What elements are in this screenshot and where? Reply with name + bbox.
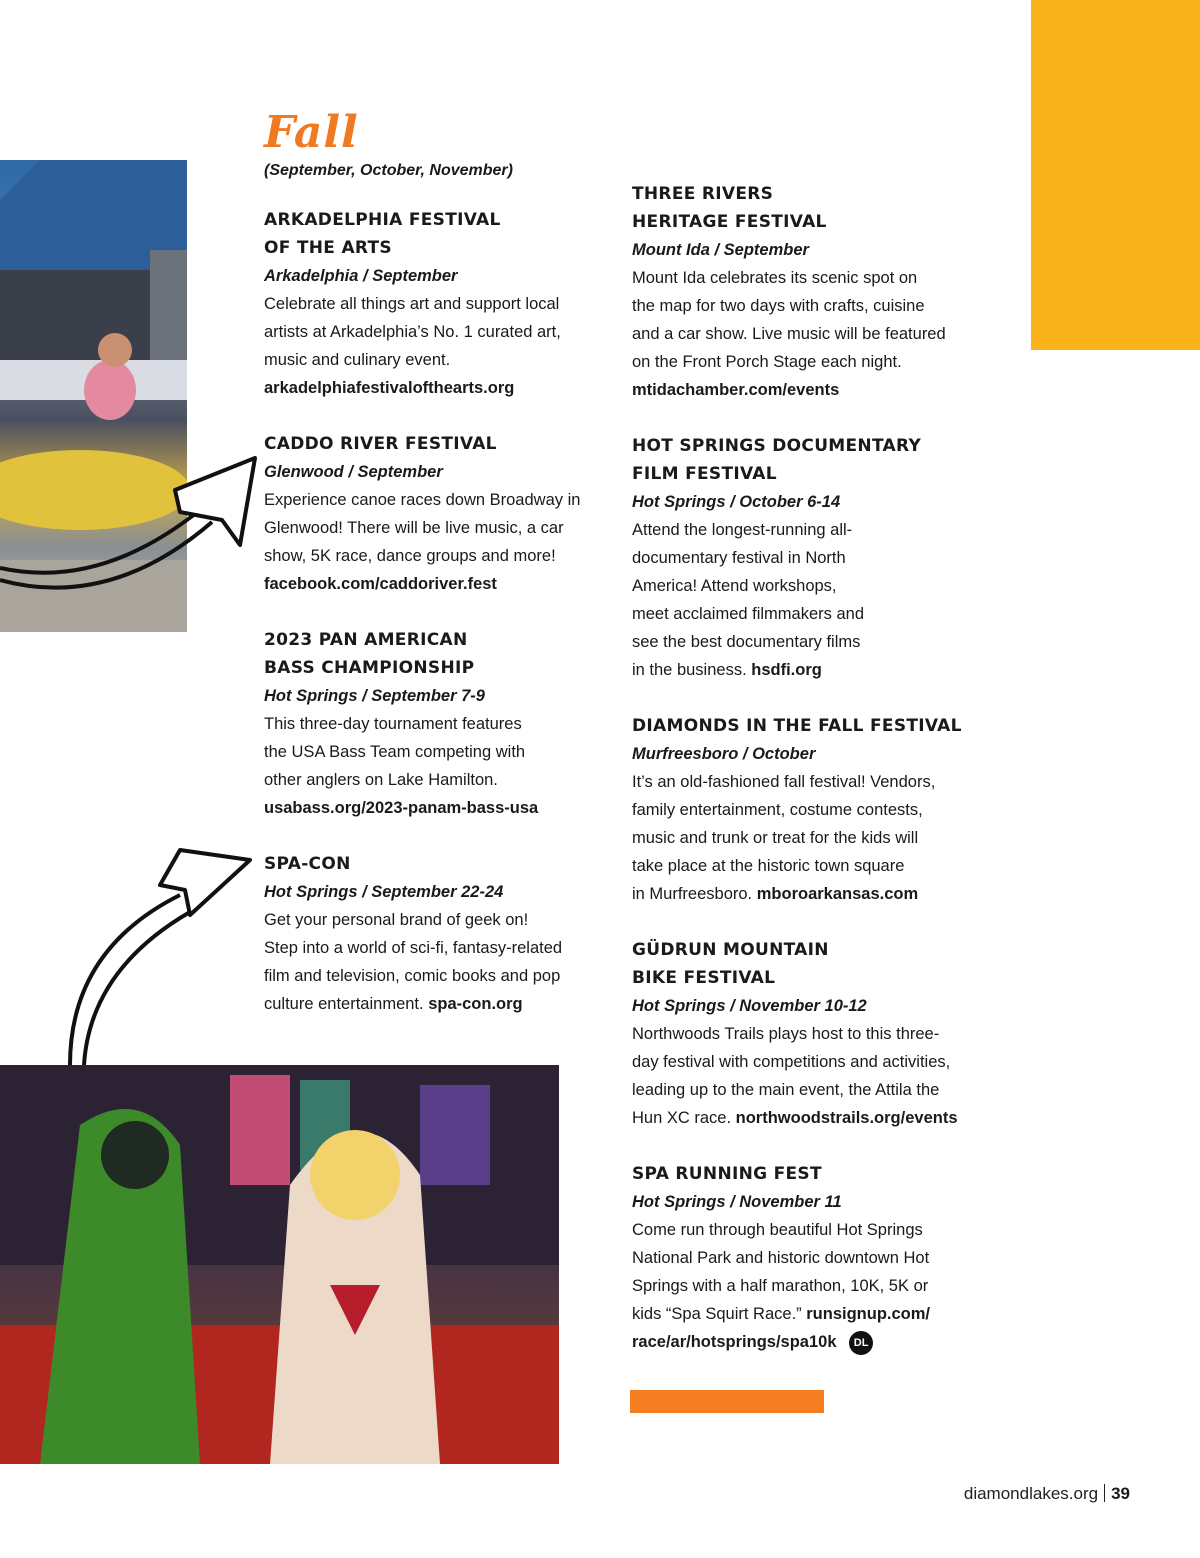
event-description: Come run through beautiful Hot Springs National Park and historic downtown Hot Springs with a half marathon, 10K, 5K or kids “Spa Squirt Race.” runsignup.com/ race/ar/hotsprings/spa10k DL — [632, 1216, 982, 1356]
event-link[interactable]: mboroarkansas.com — [756, 885, 919, 903]
event-link[interactable]: usabass.org/2023-panam-bass-usa — [264, 799, 539, 817]
curved-arrow-icon — [0, 450, 270, 630]
event-link[interactable]: runsignup.com/ — [806, 1305, 930, 1323]
event-link[interactable]: mtidachamber.com/events — [632, 381, 840, 399]
left-column — [264, 108, 609, 1046]
event-location-date: Hot Springs / September 22-24 — [264, 883, 504, 901]
right-column — [632, 180, 982, 1384]
section-title: Fall — [264, 107, 359, 158]
event-title: GÜDRUN MOUNTAIN BIKE FESTIVAL — [632, 940, 829, 988]
event-description: Northwoods Trails plays host to this three- day festival with competitions and activities, leading up to the main event, the Attila the Hun XC race. northwoodstrails.org/events — [632, 1025, 958, 1127]
event-gudrun-bike — [632, 936, 982, 1132]
event-description: It’s an old-fashioned fall festival! Vendors, family entertainment, costume contests, music and trunk or treat for the kids will take place at the historic town square in Murfreesboro. mboroarkansas.com — [632, 773, 936, 903]
event-description: Celebrate all things art and support local artists at Arkadelphia’s No. 1 curated art, music and culinary event. — [264, 295, 561, 369]
event-documentary-film — [632, 432, 982, 684]
event-arkadelphia — [264, 206, 609, 402]
event-description: This three-day tournament features the USA Bass Team competing with other anglers on Lake Hamilton. — [264, 715, 526, 789]
event-link[interactable]: arkadelphiafestivalofthearts.org — [264, 379, 515, 397]
event-title: 2023 PAN AMERICAN BASS CHAMPIONSHIP — [264, 630, 475, 678]
event-location-date: Mount Ida / September — [632, 241, 809, 259]
event-link-continued[interactable]: race/ar/hotsprings/spa10k — [632, 1333, 837, 1351]
event-pan-american-bass — [264, 626, 609, 822]
footer-divider — [1104, 1484, 1105, 1502]
event-three-rivers — [632, 180, 982, 404]
event-description: Mount Ida celebrates its scenic spot on the map for two days with crafts, cuisine and a car show. Live music will be featured on the Front Porch Stage each night. — [632, 269, 946, 371]
page-footer — [964, 1484, 1130, 1504]
event-description: Attend the longest-running all- documentary festival in North America! Attend workshops, meet acclaimed filmmakers and see the best documentary films in the business. hsdfi.org — [632, 521, 864, 679]
yellow-accent-block — [1031, 0, 1200, 350]
event-title: SPA RUNNING FEST — [632, 1164, 822, 1184]
event-description: Get your personal brand of geek on! Step into a world of sci-fi, fantasy-related film and television, comic books and pop culture entertainment. spa-con.org — [264, 911, 563, 1013]
event-title: CADDO RIVER FESTIVAL — [264, 434, 497, 454]
event-spa-con — [264, 850, 609, 1018]
section-subtitle: (September, October, November) — [264, 162, 513, 179]
event-diamonds-fall — [632, 712, 982, 908]
event-description: Experience canoe races down Broadway in Glenwood! There will be live music, a car show, 5K race, dance groups and more! — [264, 491, 581, 565]
event-location-date: Hot Springs / November 11 — [632, 1193, 842, 1211]
event-location-date: Hot Springs / October 6-14 — [632, 493, 841, 511]
event-caddo-river — [264, 430, 609, 598]
event-link[interactable]: northwoodstrails.org/events — [735, 1109, 958, 1127]
footer-site[interactable]: diamondlakes.org — [963, 1484, 1099, 1503]
diamond-lakes-logo-icon: DL — [849, 1331, 873, 1355]
event-location-date: Hot Springs / November 10-12 — [632, 997, 867, 1015]
event-location-date: Hot Springs / September 7-9 — [264, 687, 485, 705]
page-number: 39 — [1111, 1484, 1130, 1503]
event-link[interactable]: facebook.com/caddoriver.fest — [264, 575, 497, 593]
event-location-date: Arkadelphia / September — [264, 267, 458, 285]
orange-accent-bar — [630, 1390, 824, 1413]
cosplay-illustration — [0, 1065, 559, 1464]
event-title: THREE RIVERS HERITAGE FESTIVAL — [632, 184, 827, 232]
spa-con-cosplay-photo — [0, 1065, 559, 1464]
event-link[interactable]: spa-con.org — [428, 995, 523, 1013]
event-location-date: Glenwood / September — [264, 463, 443, 481]
event-title: SPA-CON — [264, 854, 351, 874]
event-spa-running — [632, 1160, 982, 1356]
event-link[interactable]: hsdfi.org — [751, 661, 822, 679]
event-location-date: Murfreesboro / October — [632, 745, 816, 763]
event-title: HOT SPRINGS DOCUMENTARY FILM FESTIVAL — [632, 436, 922, 484]
event-title: DIAMONDS IN THE FALL FESTIVAL — [632, 716, 962, 736]
event-title: ARKADELPHIA FESTIVAL OF THE ARTS — [264, 210, 501, 258]
